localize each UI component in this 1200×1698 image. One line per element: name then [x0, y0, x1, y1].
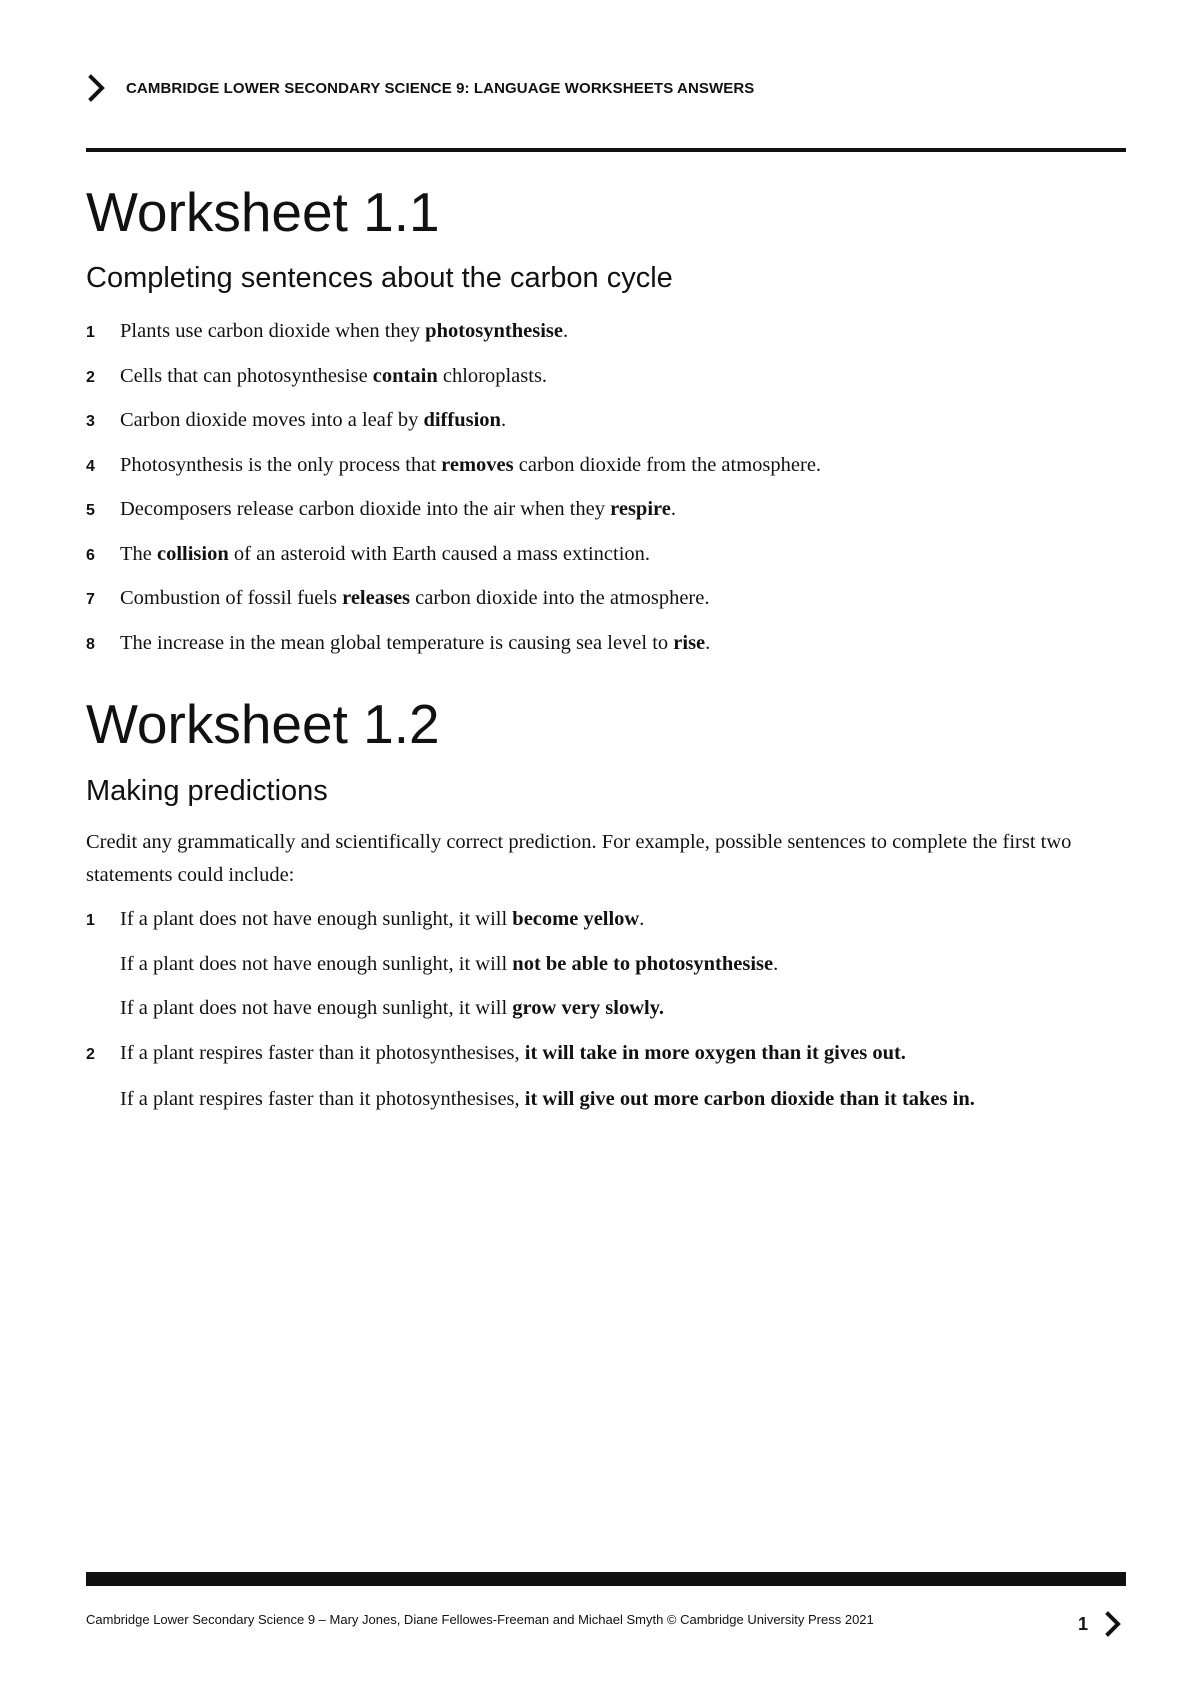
list-item: [86, 318, 1106, 363]
item-text-end: carbon dioxide into the atmosphere.: [410, 587, 710, 609]
item-number: 1: [86, 324, 95, 341]
item-number: 3: [86, 413, 95, 430]
item-text: The: [120, 542, 157, 565]
item-number: 2: [86, 1045, 95, 1063]
item-text: If a plant respires faster than it photosynthesises,: [120, 1088, 525, 1110]
item-text: If a plant does not have enough sunlight, it will: [120, 997, 513, 1019]
item-answer: releases: [342, 587, 411, 609]
item-text: Photosynthesis is the only process that: [120, 453, 442, 476]
item-text: Cells that can photosynthesise: [120, 364, 373, 387]
header-divider: [86, 148, 1126, 152]
list-item: [86, 1084, 1106, 1148]
item-text-end: .: [639, 908, 645, 930]
item-text: Carbon dioxide moves into a leaf by: [120, 409, 424, 431]
item-text-end: .: [705, 631, 711, 654]
item-number: 4: [86, 457, 95, 475]
item-text-end: carbon dioxide from the atmosphere.: [513, 453, 822, 476]
item-text-end: of an asteroid with Earth caused a mass extinction.: [228, 542, 651, 565]
item-text: If a plant does not have enough sunlight, it will: [120, 908, 513, 930]
item-text-end: .: [773, 952, 779, 975]
list-item: [86, 407, 1106, 452]
worksheet-2-title: Worksheet 1.2: [86, 693, 440, 755]
worksheet-2-subtitle: Making predictions: [86, 775, 328, 807]
item-number: 8: [86, 635, 95, 653]
item-answer: it will give out more carbon dioxide than it takes in.: [524, 1088, 975, 1110]
footer-credit: Cambridge Lower Secondary Science 9 – Mary Jones, Diane Fellowes-Freeman and Michael Smyth © Cambridge University Press 2021: [86, 1612, 874, 1627]
page-number: 1: [1078, 1614, 1089, 1634]
list-item: [86, 585, 1106, 630]
worksheet-2-list: [86, 906, 1106, 1148]
list-item: [86, 995, 1106, 1040]
item-answer: not be able to photosynthesise: [512, 952, 774, 975]
item-answer: diffusion: [423, 409, 501, 431]
list-item: [86, 951, 1106, 996]
item-answer: grow very slowly.: [512, 997, 664, 1019]
footer-bar: [86, 1572, 1126, 1586]
item-answer: rise: [673, 631, 706, 654]
header-title: CAMBRIDGE LOWER SECONDARY SCIENCE 9: LANGUAGE WORKSHEETS ANSWERS: [126, 79, 755, 97]
item-text: Plants use carbon dioxide when they: [120, 320, 426, 342]
item-text: Combustion of fossil fuels: [120, 587, 343, 609]
worksheet-1-list: [86, 318, 1106, 674]
item-text: If a plant respires faster than it photosynthesises,: [120, 1041, 525, 1064]
list-item: [86, 363, 1106, 408]
item-answer: respire: [610, 498, 671, 520]
page-header: [86, 74, 754, 102]
item-number: 2: [86, 368, 95, 386]
item-text: If a plant does not have enough sunlight, it will: [120, 952, 513, 975]
item-answer: photosynthesise: [425, 320, 564, 342]
item-number: 7: [86, 591, 95, 608]
list-item: [86, 452, 1106, 497]
list-item: [86, 906, 1106, 951]
item-text: Decomposers release carbon dioxide into the air when they: [120, 498, 611, 520]
item-number: 6: [86, 546, 95, 564]
chevron-right-icon: [86, 74, 108, 102]
item-answer: become yellow: [512, 908, 640, 930]
item-answer: collision: [157, 542, 229, 565]
item-number: 5: [86, 502, 95, 519]
item-text-end: .: [563, 320, 569, 342]
list-item: [86, 630, 1106, 675]
worksheet-2-intro: Credit any grammatically and scientifically correct prediction. For example, possible sentences to complete the first two statements could include:: [86, 831, 1072, 886]
item-number: 1: [86, 912, 95, 929]
list-item: [86, 496, 1106, 541]
next-page-chevron-icon: [1103, 1610, 1123, 1638]
list-item: [86, 1040, 1106, 1085]
item-text-end: .: [500, 409, 507, 431]
item-answer: it will take in more oxygen than it gives out.: [524, 1041, 906, 1064]
list-item: [86, 541, 1106, 586]
worksheet-1-title: Worksheet 1.1: [86, 181, 440, 243]
item-text-end: chloroplasts.: [437, 364, 548, 387]
item-text-end: .: [670, 498, 676, 520]
item-answer: contain: [372, 364, 438, 387]
item-answer: removes: [441, 453, 514, 476]
worksheet-1-subtitle: Completing sentences about the carbon cycle: [86, 262, 673, 294]
item-text: The increase in the mean global temperature is causing sea level to: [120, 631, 674, 654]
